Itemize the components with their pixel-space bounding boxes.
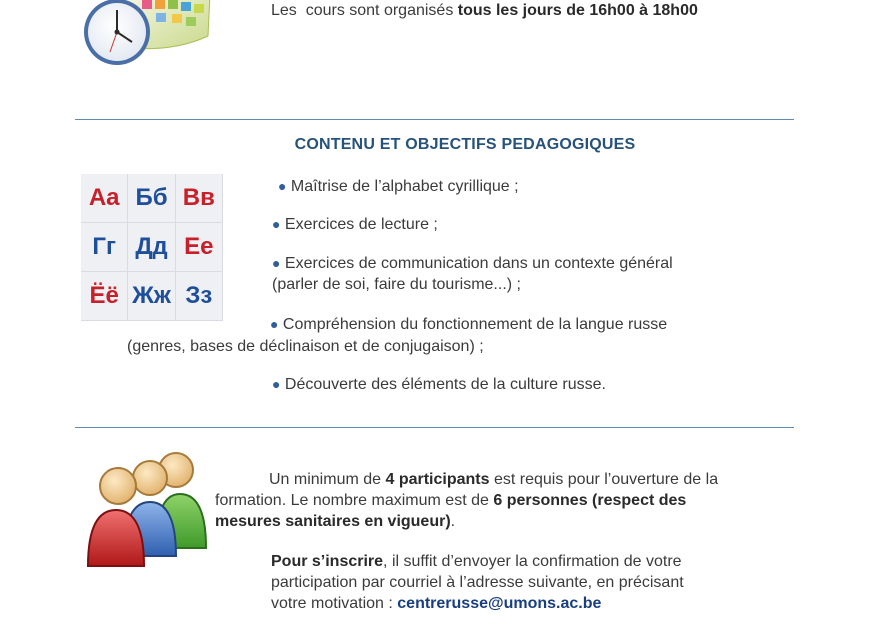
bullet-dot-icon: ●: [272, 216, 281, 232]
bullet-4-continuation: (genres, bases de déclinaison et de conjugaison) ;: [127, 338, 484, 355]
bullet-dot-icon: ●: [270, 316, 279, 332]
schedule-hours: tous les jours de 16h00 à 18h00: [457, 2, 698, 19]
letter-ge: Гг: [81, 223, 128, 272]
letter-zhe: Жж: [128, 272, 175, 321]
section-title: CONTENU ET OBJECTIFS PEDAGOGIQUES: [294, 136, 636, 153]
inscription-lead: Pour s’inscrire: [271, 553, 384, 570]
bullet-dot-icon: ●: [278, 178, 287, 194]
email-link[interactable]: centrerusse@umons.ac.be: [397, 595, 602, 612]
letter-yo: Ёё: [81, 272, 128, 321]
bullet-dot-icon: ●: [272, 255, 281, 271]
people-group-icon: [84, 448, 210, 570]
schedule-prefix: Les cours sont organisés: [271, 2, 458, 19]
letter-be: Бб: [128, 174, 175, 223]
max-participants: 6 personnes (respect des: [493, 492, 687, 509]
cyrillic-alphabet-image: [81, 174, 223, 321]
letter-ve: Вв: [176, 174, 223, 223]
min-participants: 4 participants: [385, 471, 490, 488]
letter-de: Дд: [128, 223, 175, 272]
letter-a: Aa: [81, 174, 128, 223]
bullet-5: ● Découverte des éléments de la culture russe.: [272, 376, 606, 393]
schedule-text: [271, 0, 698, 21]
letter-ze: Зз: [176, 272, 223, 321]
bullet-4: ● Compréhension du fonctionnement de la langue russe: [270, 316, 668, 333]
participants-paragraph: Un minimum de 4 participants est requis pour l’ouverture de la formation. Le nombre maximum est de 6 personnes (respect des mesures sanitaires en vigueur).: [215, 471, 719, 530]
bullet-1: ● Maîtrise de l’alphabet cyrillique ;: [278, 178, 519, 195]
bullet-2: ● Exercices de lecture ;: [272, 216, 438, 233]
letter-ye: Ее: [176, 223, 223, 272]
clock-calendar-icon: [82, 0, 214, 70]
inscription-paragraph: Pour s’inscrire, il suffit d’envoyer la confirmation de votre participation par courriel à l’adresse suivante, en précisant votre motivation : centrerusse@umons.ac.be: [271, 553, 684, 612]
divider-top: [75, 119, 794, 120]
bullet-dot-icon: ●: [272, 376, 281, 392]
bullet-3: ● Exercices de communication dans un contexte général (parler de soi, faire du tourisme...) ;: [272, 255, 673, 293]
divider-bottom: [75, 427, 794, 428]
